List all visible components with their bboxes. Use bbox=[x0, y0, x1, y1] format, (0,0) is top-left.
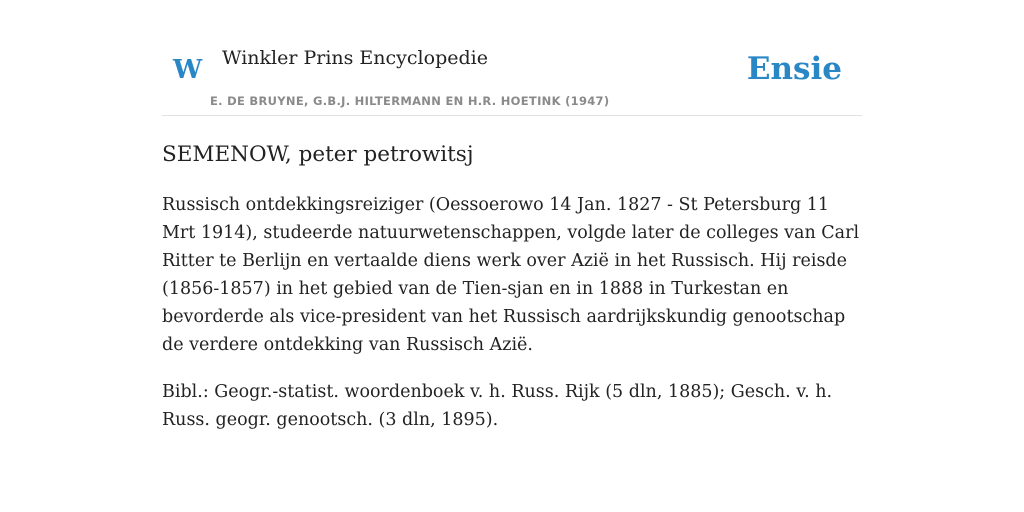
entry-paragraph-description: Russisch ontdekkingsreiziger (Oessoerowo 14 Jan. 1827 - St Petersburg 11 Mrt 1914), studeerde natuurwetenschappen, volgde later de colleges van Carl Ritter te Berlijn en vertaalde diens werk over Azië in het Russisch. Hij reisde (1856-1857) in het gebied van de Tien-sjan en in 1888 in Turkestan en bevorderde als vice-president van het Russisch aardrijkskundig genootschap de verdere ontdekking van Russisch Azië. bbox=[162, 195, 860, 355]
publication-title[interactable]: Winkler Prins Encyclopedie bbox=[222, 47, 488, 69]
entry-body bbox=[162, 191, 862, 453]
encyclopedia-card bbox=[162, 0, 862, 512]
publication-authors: E. DE BRUYNE, G.B.J. HILTERMANN EN H.R. HOETINK (1947) bbox=[210, 94, 610, 108]
entry-paragraph-bibliography: Bibl.: Geogr.-statist. woordenboek v. h. Russ. Rijk (5 dln, 1885); Gesch. v. h. Russ. geogr. genootsch. (3 dln, 1895). bbox=[162, 382, 833, 430]
card-header bbox=[162, 0, 862, 116]
entry-title: SEMENOW, peter petrowitsj bbox=[162, 142, 474, 167]
ensie-brand-logo[interactable]: Ensie bbox=[746, 51, 842, 87]
publication-logo[interactable]: W bbox=[173, 55, 203, 85]
